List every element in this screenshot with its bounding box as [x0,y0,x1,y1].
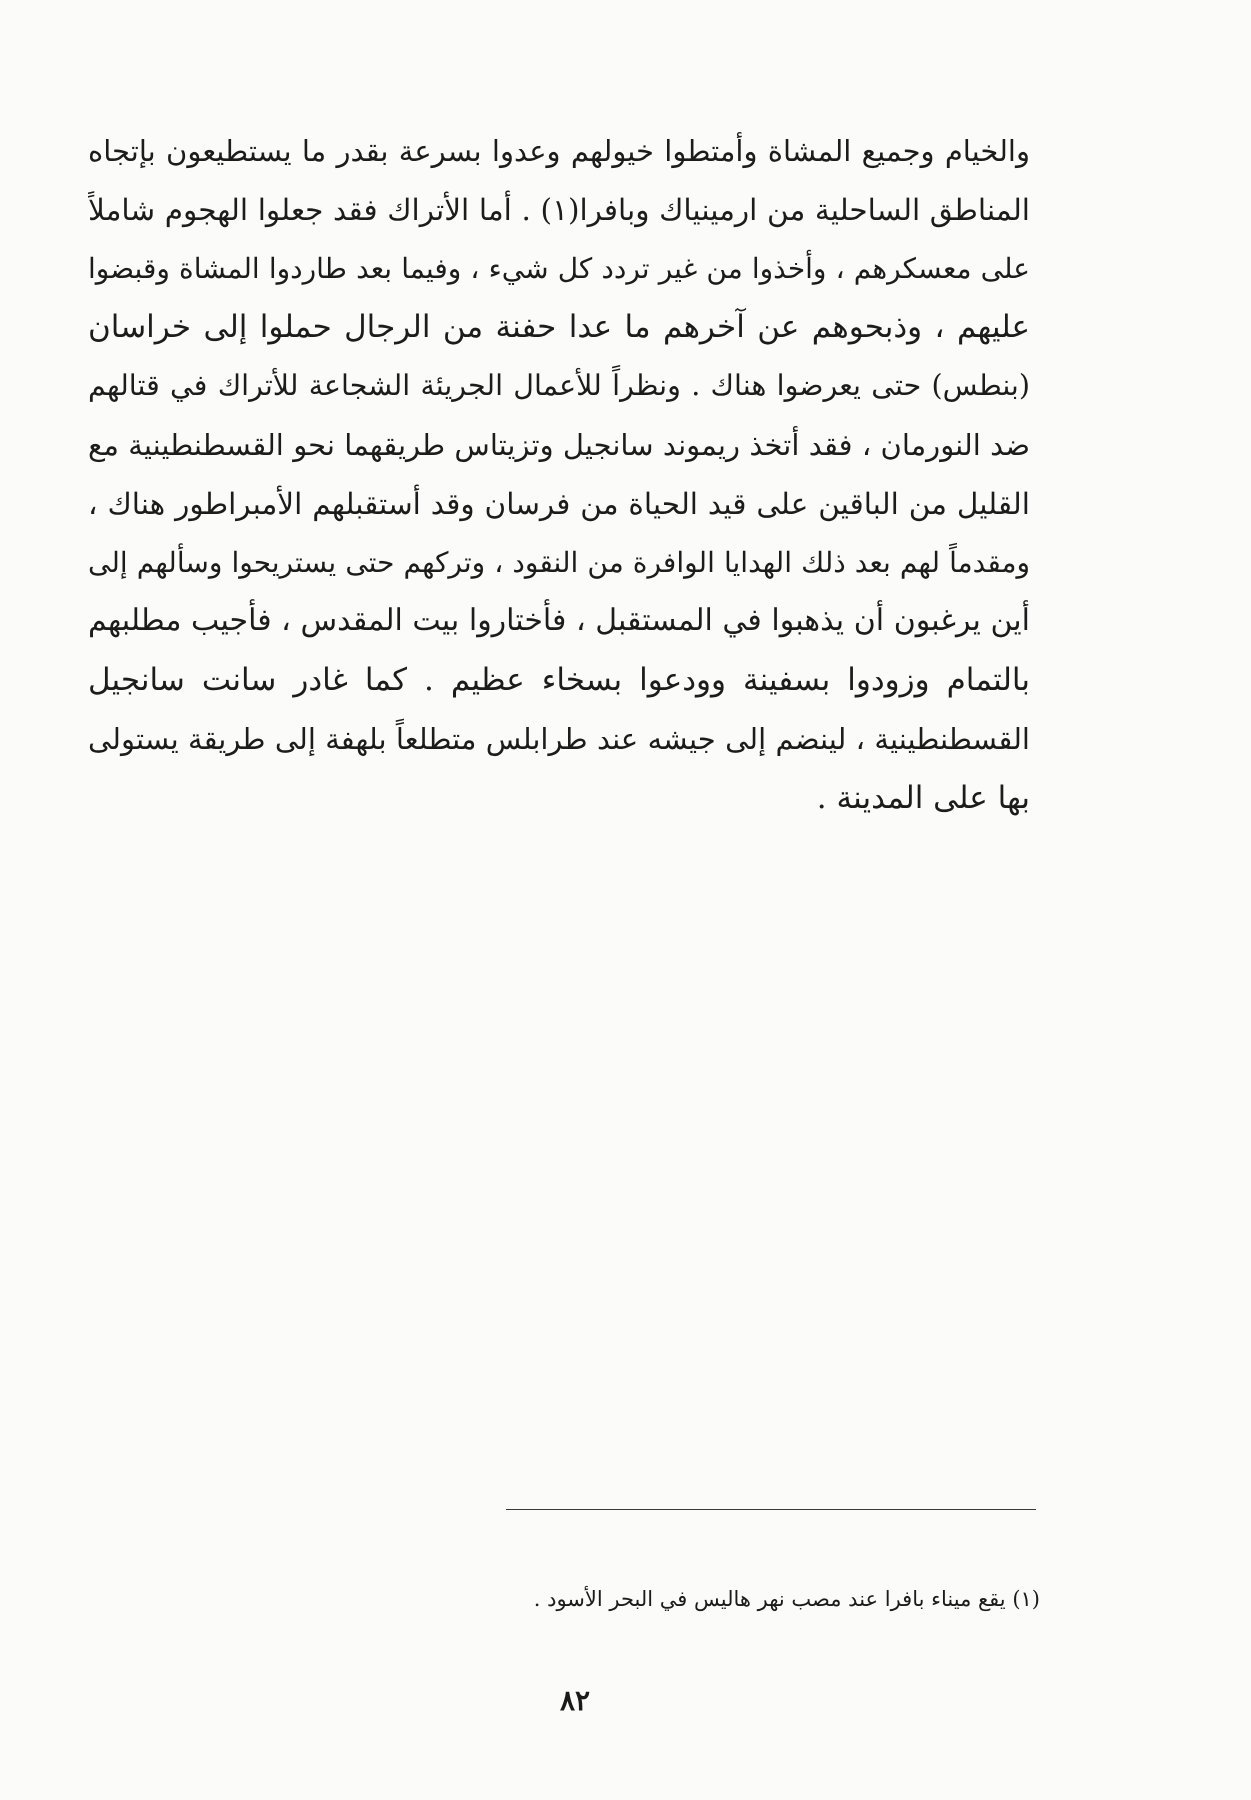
text-line: (بنطس) حتى يعرضوا هناك . ونظراً للأعمال الجريئة الشجاعة للأتراك في قتالهم [88,369,1030,403]
text-line: القليل من الباقين على قيد الحياة من فرسان وقد أستقبلهم الأمبراطور هناك ، [88,486,1030,521]
page-number: ٨٢ [559,1684,591,1717]
text-line: المناطق الساحلية من ارمينياك وبافرا(١) . أما الأتراك فقد جعلوا الهجوم شاملاً [88,192,1030,227]
body-text [88,122,1030,828]
text-line: أين يرغبون أن يذهبوا في المستقبل ، فأختاروا بيت المقدس ، فأجيب مطلبهم [88,603,1030,639]
text-line: القسطنطينية ، لينضم إلى جيشه عند طرابلس متطلعاً بلهفة إلى طريقة يستولى [88,721,1030,756]
text-line: ضد النورمان ، فقد أتخذ ريموند سانجيل وتزيتاس طريقهما نحو القسطنطينية مع [88,427,1030,462]
footnote: (١) يقع ميناء بافرا عند مصب نهر هاليس في البحر الأسود . [533,1587,1040,1611]
text-line: عليهم ، وذبحوهم عن آخرهم ما عدا حفنة من الرجال حملوا إلى خراسان [88,309,1030,346]
footnote-divider [506,1509,1036,1510]
text-line: بها على المدينة . [816,779,1030,816]
text-line: بالتمام وزودوا بسفينة وودعوا بسخاء عظيم . كما غادر سانت سانجيل [88,662,1030,699]
text-line: ومقدماً لهم بعد ذلك الهدايا الوافرة من النقود ، وتركهم حتى يستريحوا وسألهم إلى [88,545,1030,579]
text-line: والخيام وجميع المشاة وأمتطوا خيولهم وعدوا بسرعة بقدر ما يستطيعون بإتجاه [88,134,1030,168]
text-line: على معسكرهم ، وأخذوا من غير تردد كل شيء ، وفيما بعد طاردوا المشاة وقبضوا [88,251,1030,285]
